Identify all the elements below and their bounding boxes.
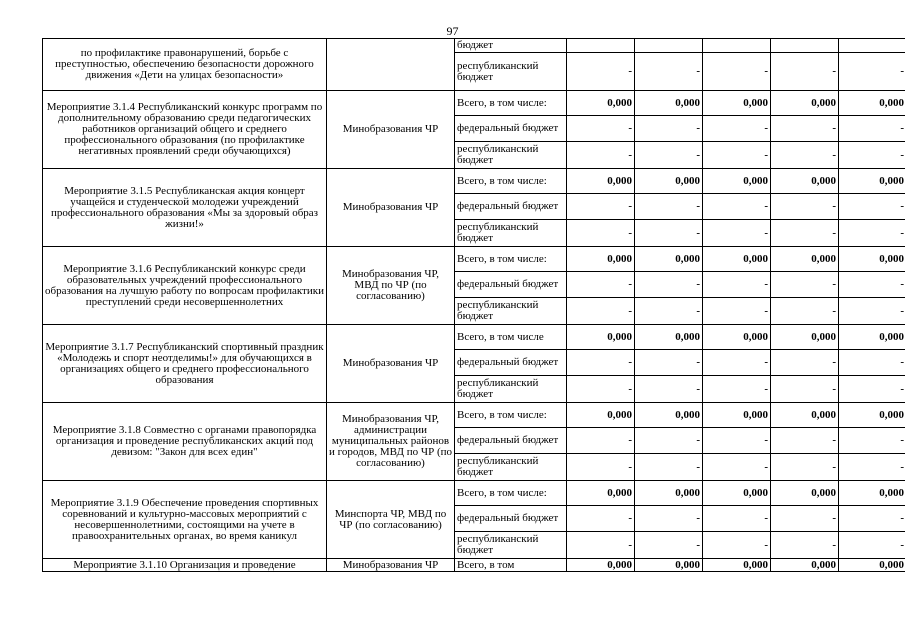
value-cell: - [839,376,905,403]
value-cell [839,39,905,53]
value-cell: - [839,298,905,325]
value-cell: - [839,194,905,220]
value-cell: 0,000 [703,247,771,272]
value-cell: - [771,454,839,481]
value-cell: - [839,428,905,454]
value-cell: - [567,220,635,247]
value-cell: 0,000 [771,559,839,572]
funding-source-cell: федеральный бюджет [455,272,567,298]
value-cell: - [703,142,771,169]
value-cell: 0,000 [839,325,905,350]
funding-source-cell: Всего, в том числе: [455,247,567,272]
value-cell: - [703,194,771,220]
value-cell: - [771,506,839,532]
executor-cell [327,39,455,91]
measure-row [43,91,905,116]
executor-cell: Минобразования ЧР [327,559,455,572]
value-cell: 0,000 [839,481,905,506]
value-cell [567,39,635,53]
measure-name-cell: Мероприятие 3.1.9 Обеспечение проведения спортивных соревнований и культурно-массовых мероприятий с несовершеннолетними, состоящими на учете в правоохранительных органах, во время каникул [43,481,327,559]
value-cell: - [839,116,905,142]
funding-source-cell: республиканский бюджет [455,376,567,403]
value-cell: 0,000 [839,91,905,116]
value-cell: 0,000 [703,91,771,116]
value-cell: - [771,142,839,169]
value-cell: 0,000 [771,403,839,428]
measure-name-cell: Мероприятие 3.1.7 Республиканский спортивный праздник «Молодежь и спорт неотделимы!» для обучающихся в организациях общего и среднего профессионального образования [43,325,327,403]
measure-row [43,325,905,350]
value-cell: - [771,53,839,91]
value-cell: 0,000 [771,247,839,272]
value-cell: - [567,116,635,142]
value-cell: 0,000 [771,91,839,116]
budget-table [42,38,905,572]
value-cell: - [839,53,905,91]
measure-name-cell: Мероприятие 3.1.6 Республиканский конкурс среди образовательных учреждений профессионального образования на лучшую работу по вопросам профилактики преступлений среди несовершеннолетних [43,247,327,325]
value-cell: 0,000 [635,169,703,194]
value-cell: - [567,298,635,325]
value-cell: - [839,506,905,532]
value-cell: - [567,376,635,403]
value-cell: - [771,116,839,142]
value-cell [703,39,771,53]
funding-source-cell: Всего, в том числе: [455,91,567,116]
value-cell: - [771,220,839,247]
value-cell: 0,000 [567,481,635,506]
value-cell: 0,000 [635,403,703,428]
executor-cell: Минспорта ЧР, МВД по ЧР (по согласованию) [327,481,455,559]
value-cell: 0,000 [839,247,905,272]
value-cell: - [635,142,703,169]
measure-name-cell: Мероприятие 3.1.5 Республиканская акция концерт учащейся и студенческой молодежи учреждений профессионального образования «Мы за здоровый образ жизни!» [43,169,327,247]
value-cell: - [635,428,703,454]
value-cell: - [839,350,905,376]
value-cell: - [635,194,703,220]
funding-source-cell: республиканский бюджет [455,454,567,481]
value-cell: - [703,428,771,454]
value-cell: - [635,220,703,247]
funding-source-cell: Всего, в том числе [455,325,567,350]
value-cell: 0,000 [567,91,635,116]
value-cell: - [771,194,839,220]
value-cell: - [703,506,771,532]
measure-row [43,481,905,506]
funding-source-cell: республиканский бюджет [455,53,567,91]
value-cell: 0,000 [567,247,635,272]
funding-source-cell: республиканский бюджет [455,532,567,559]
funding-source-cell: Всего, в том числе: [455,481,567,506]
funding-source-cell: республиканский бюджет [455,220,567,247]
value-cell: 0,000 [771,325,839,350]
value-cell: 0,000 [703,403,771,428]
value-cell: - [771,272,839,298]
value-cell: 0,000 [839,169,905,194]
value-cell: - [703,350,771,376]
value-cell: 0,000 [567,169,635,194]
funding-source-cell: федеральный бюджет [455,350,567,376]
value-cell: - [567,272,635,298]
measure-name-cell: по профилактике правонарушений, борьбе с преступностью, обеспечению безопасности дорожного движения «Дети на улицах безопасности» [43,39,327,91]
executor-cell: Минобразования ЧР, администрации муниципальных районов и городов, МВД по ЧР (по согласованию) [327,403,455,481]
value-cell: 0,000 [567,403,635,428]
funding-source-cell: республиканский бюджет [455,142,567,169]
value-cell: 0,000 [567,325,635,350]
measure-row [43,247,905,272]
funding-source-cell: бюджет [455,39,567,53]
value-cell: - [771,428,839,454]
value-cell: 0,000 [703,559,771,572]
value-cell: - [771,532,839,559]
value-cell: 0,000 [771,481,839,506]
executor-cell: Минобразования ЧР, МВД по ЧР (по согласованию) [327,247,455,325]
value-cell: - [635,506,703,532]
funding-source-cell: федеральный бюджет [455,194,567,220]
value-cell: - [567,350,635,376]
value-cell: 0,000 [839,559,905,572]
value-cell: 0,000 [839,403,905,428]
measure-row [43,169,905,194]
value-cell: - [567,428,635,454]
value-cell: 0,000 [703,481,771,506]
measure-name-cell: Мероприятие 3.1.4 Республиканский конкурс программ по дополнительному образованию среди педагогических работников организаций общего и среднего профессионального образования (по профилактике негативных проявлений среди обучающихся) [43,91,327,169]
value-cell: - [839,220,905,247]
value-cell: - [771,298,839,325]
funding-source-cell: Всего, в том числе: [455,169,567,194]
funding-source-cell: Всего, в том числе: [455,403,567,428]
value-cell: - [839,142,905,169]
value-cell: - [567,532,635,559]
value-cell [635,39,703,53]
budget-table-body [43,39,905,572]
value-cell: - [771,350,839,376]
value-cell: 0,000 [771,169,839,194]
executor-cell: Минобразования ЧР [327,169,455,247]
value-cell: - [635,272,703,298]
executor-cell: Минобразования ЧР [327,325,455,403]
value-cell [771,39,839,53]
value-cell: 0,000 [635,325,703,350]
measure-name-cell: Мероприятие 3.1.8 Совместно с органами правопорядка организация и проведение республиканских акций под девизом: "Закон для всех един" [43,403,327,481]
value-cell: - [635,298,703,325]
value-cell: 0,000 [567,559,635,572]
value-cell: 0,000 [635,481,703,506]
funding-source-cell: федеральный бюджет [455,506,567,532]
value-cell: 0,000 [635,91,703,116]
value-cell: - [567,194,635,220]
continuation-row [43,39,905,53]
value-cell: - [567,454,635,481]
value-cell: - [635,53,703,91]
value-cell: - [635,116,703,142]
value-cell: - [567,142,635,169]
value-cell: 0,000 [635,247,703,272]
value-cell: - [771,376,839,403]
value-cell: - [703,298,771,325]
measure-name-cell: Мероприятие 3.1.10 Организация и проведение [43,559,327,572]
value-cell: - [567,53,635,91]
funding-source-cell: федеральный бюджет [455,116,567,142]
value-cell: - [635,454,703,481]
value-cell: - [703,532,771,559]
value-cell: - [635,376,703,403]
value-cell: 0,000 [703,169,771,194]
value-cell: 0,000 [703,325,771,350]
last-measure-row [43,559,905,572]
value-cell: - [839,532,905,559]
value-cell: - [703,116,771,142]
value-cell: - [703,53,771,91]
value-cell: 0,000 [635,559,703,572]
value-cell: - [703,454,771,481]
value-cell: - [703,272,771,298]
value-cell: - [839,454,905,481]
value-cell: - [567,506,635,532]
page-number: 97 [446,24,459,38]
value-cell: - [839,272,905,298]
funding-source-cell: Всего, в том [455,559,567,572]
value-cell: - [635,350,703,376]
measure-row [43,403,905,428]
value-cell: - [703,220,771,247]
value-cell: - [635,532,703,559]
value-cell: - [703,376,771,403]
executor-cell: Минобразования ЧР [327,91,455,169]
funding-source-cell: федеральный бюджет [455,428,567,454]
funding-source-cell: республиканский бюджет [455,298,567,325]
